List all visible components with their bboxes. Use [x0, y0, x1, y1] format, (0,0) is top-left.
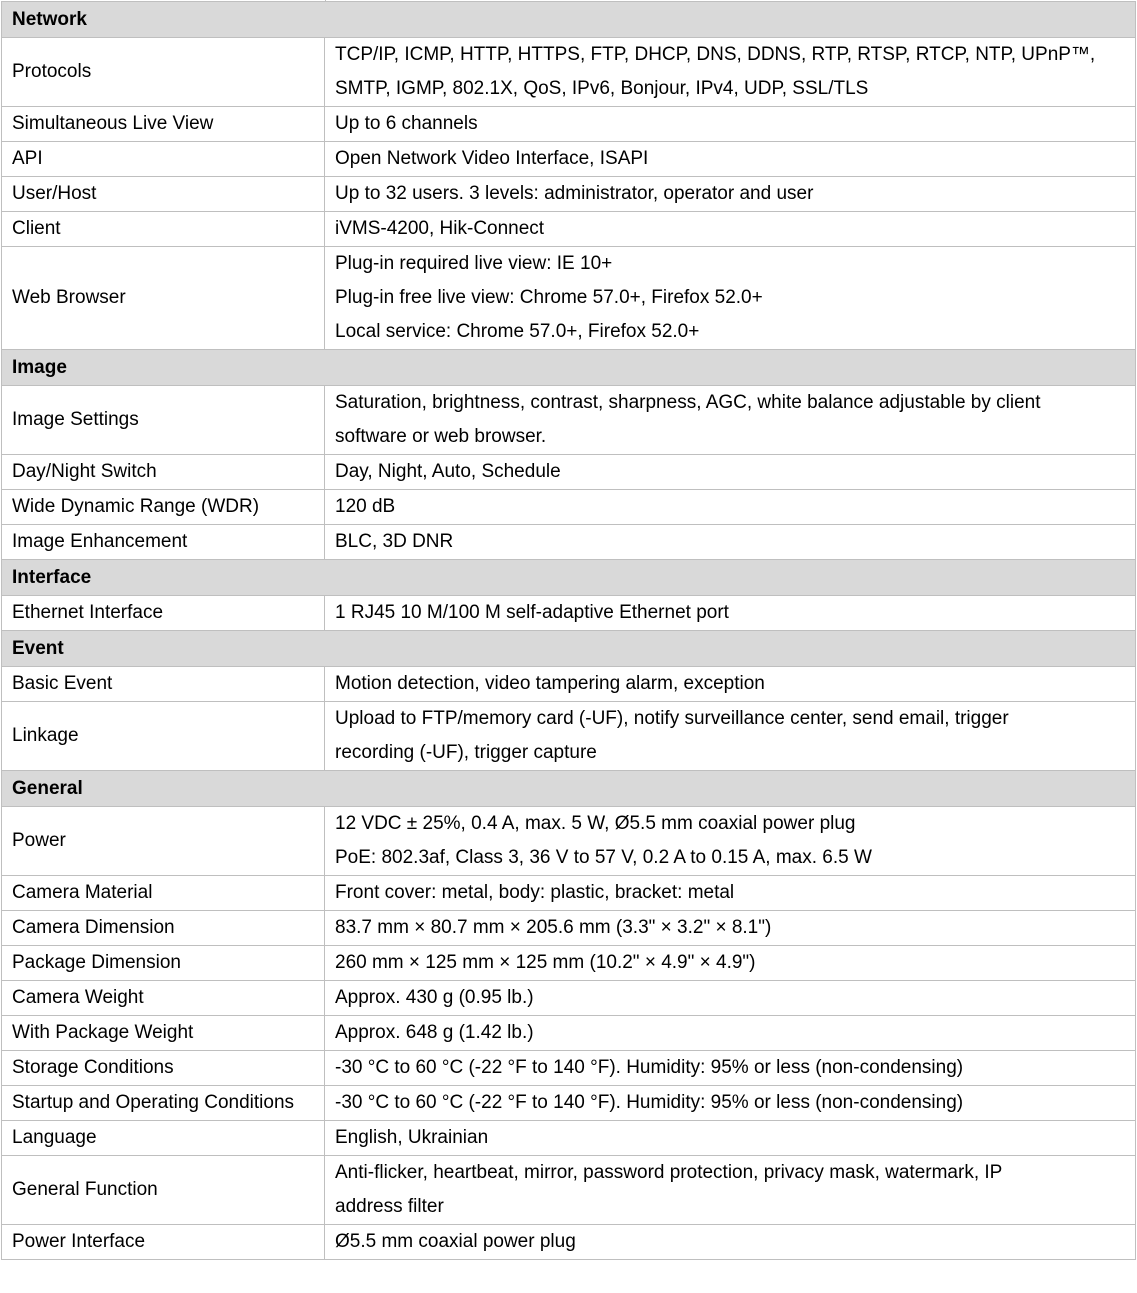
spec-value	[325, 876, 1136, 911]
spec-table-body	[2, 2, 1136, 1260]
spec-value-line: Saturation, brightness, contrast, sharpness, AGC, white balance adjustable by client	[335, 392, 1041, 413]
section-header-row	[2, 631, 1136, 667]
spec-value-line: Day, Night, Auto, Schedule	[335, 461, 561, 482]
spec-label: Startup and Operating Conditions	[2, 1086, 325, 1121]
section-title: Image	[2, 350, 1136, 386]
section-title: Network	[2, 2, 1136, 38]
spec-value	[325, 212, 1136, 247]
spec-row	[2, 981, 1136, 1016]
spec-value	[325, 911, 1136, 946]
spec-label: Image Settings	[2, 386, 325, 455]
spec-value	[325, 1121, 1136, 1156]
section-title: General	[2, 771, 1136, 807]
spec-value	[325, 981, 1136, 1016]
spec-label: Ethernet Interface	[2, 596, 325, 631]
spec-label: Language	[2, 1121, 325, 1156]
spec-row	[2, 177, 1136, 212]
spec-row	[2, 1051, 1136, 1086]
spec-value-line: Plug-in free live view: Chrome 57.0+, Firefox 52.0+	[335, 287, 763, 308]
spec-value-line: -30 °C to 60 °C (-22 °F to 140 °F). Humidity: 95% or less (non-condensing)	[335, 1057, 964, 1078]
spec-value-line: address filter	[335, 1196, 444, 1217]
spec-value	[325, 525, 1136, 560]
spec-value	[325, 1016, 1136, 1051]
spec-value-line: software or web browser.	[335, 426, 547, 447]
spec-row	[2, 946, 1136, 981]
spec-label: Linkage	[2, 702, 325, 771]
spec-value-line: iVMS-4200, Hik-Connect	[335, 218, 545, 239]
spec-label: Image Enhancement	[2, 525, 325, 560]
spec-row	[2, 490, 1136, 525]
spec-value	[325, 807, 1136, 876]
spec-value-line: 120 dB	[335, 496, 396, 517]
spec-label: Day/Night Switch	[2, 455, 325, 490]
section-title: Interface	[2, 560, 1136, 596]
spec-value-line: Motion detection, video tampering alarm, exception	[335, 673, 765, 694]
spec-row	[2, 1156, 1136, 1225]
section-header-row	[2, 771, 1136, 807]
section-header-row	[2, 2, 1136, 38]
spec-label: Camera Weight	[2, 981, 325, 1016]
spec-value-line: Upload to FTP/memory card (-UF), notify surveillance center, send email, trigger	[335, 708, 1009, 729]
spec-label: User/Host	[2, 177, 325, 212]
spec-value-line: TCP/IP, ICMP, HTTP, HTTPS, FTP, DHCP, DNS, DDNS, RTP, RTSP, RTCP, NTP, UPnP™,	[335, 44, 1096, 65]
spec-row	[2, 38, 1136, 107]
spec-value	[325, 667, 1136, 702]
spec-value-line: English, Ukrainian	[335, 1127, 489, 1148]
spec-value-line: 260 mm × 125 mm × 125 mm (10.2" × 4.9" × 4.9")	[335, 952, 756, 973]
spec-value-line: Approx. 648 g (1.42 lb.)	[335, 1022, 534, 1043]
spec-value-line: Up to 6 channels	[335, 113, 478, 134]
spec-value-line: Anti-flicker, heartbeat, mirror, password protection, privacy mask, watermark, IP	[335, 1162, 1003, 1183]
spec-value-line: Ø5.5 mm coaxial power plug	[335, 1231, 576, 1252]
spec-label: General Function	[2, 1156, 325, 1225]
spec-value-line: Plug-in required live view: IE 10+	[335, 253, 613, 274]
spec-value	[325, 1156, 1136, 1225]
spec-label: Web Browser	[2, 247, 325, 350]
spec-table	[1, 1, 1136, 1260]
spec-label: Wide Dynamic Range (WDR)	[2, 490, 325, 525]
spec-label: Protocols	[2, 38, 325, 107]
spec-value-line: Approx. 430 g (0.95 lb.)	[335, 987, 534, 1008]
spec-value	[325, 946, 1136, 981]
spec-value-line: Up to 32 users. 3 levels: administrator, operator and user	[335, 183, 814, 204]
spec-label: Basic Event	[2, 667, 325, 702]
spec-row	[2, 1086, 1136, 1121]
spec-label: Storage Conditions	[2, 1051, 325, 1086]
spec-row	[2, 247, 1136, 350]
spec-value-line: 83.7 mm × 80.7 mm × 205.6 mm (3.3" × 3.2" × 8.1")	[335, 917, 772, 938]
spec-label: Camera Material	[2, 876, 325, 911]
spec-value	[325, 247, 1136, 350]
spec-label: API	[2, 142, 325, 177]
spec-value-line: Local service: Chrome 57.0+, Firefox 52.0+	[335, 321, 700, 342]
spec-row	[2, 212, 1136, 247]
spec-row	[2, 1225, 1136, 1260]
spec-row	[2, 911, 1136, 946]
spec-row	[2, 1016, 1136, 1051]
spec-value-line: SMTP, IGMP, 802.1X, QoS, IPv6, Bonjour, IPv4, UDP, SSL/TLS	[335, 78, 869, 99]
spec-label: With Package Weight	[2, 1016, 325, 1051]
spec-value	[325, 702, 1136, 771]
spec-row	[2, 702, 1136, 771]
spec-row	[2, 807, 1136, 876]
spec-value	[325, 1225, 1136, 1260]
spec-value	[325, 455, 1136, 490]
spec-row	[2, 876, 1136, 911]
spec-row	[2, 525, 1136, 560]
spec-row	[2, 107, 1136, 142]
spec-value-line: recording (-UF), trigger capture	[335, 742, 597, 763]
spec-value	[325, 177, 1136, 212]
spec-value	[325, 1086, 1136, 1121]
spec-label: Client	[2, 212, 325, 247]
spec-value-line: Open Network Video Interface, ISAPI	[335, 148, 649, 169]
spec-row	[2, 386, 1136, 455]
spec-row	[2, 596, 1136, 631]
spec-value	[325, 490, 1136, 525]
spec-row	[2, 455, 1136, 490]
spec-value	[325, 38, 1136, 107]
spec-row	[2, 667, 1136, 702]
spec-value-line: 1 RJ45 10 M/100 M self-adaptive Ethernet port	[335, 602, 729, 623]
spec-value-line: 12 VDC ± 25%, 0.4 A, max. 5 W, Ø5.5 mm coaxial power plug	[335, 813, 856, 834]
spec-label: Package Dimension	[2, 946, 325, 981]
spec-label: Power Interface	[2, 1225, 325, 1260]
spec-row	[2, 1121, 1136, 1156]
section-header-row	[2, 350, 1136, 386]
spec-label: Camera Dimension	[2, 911, 325, 946]
spec-row	[2, 142, 1136, 177]
spec-value	[325, 142, 1136, 177]
spec-label: Simultaneous Live View	[2, 107, 325, 142]
spec-value-line: -30 °C to 60 °C (-22 °F to 140 °F). Humidity: 95% or less (non-condensing)	[335, 1092, 964, 1113]
spec-value	[325, 386, 1136, 455]
spec-value	[325, 596, 1136, 631]
spec-value-line: BLC, 3D DNR	[335, 531, 454, 552]
spec-value	[325, 107, 1136, 142]
spec-value	[325, 1051, 1136, 1086]
spec-value-line: PoE: 802.3af, Class 3, 36 V to 57 V, 0.2 A to 0.15 A, max. 6.5 W	[335, 847, 872, 868]
spec-value-line: Front cover: metal, body: plastic, bracket: metal	[335, 882, 735, 903]
spec-label: Power	[2, 807, 325, 876]
section-title: Event	[2, 631, 1136, 667]
section-header-row	[2, 560, 1136, 596]
